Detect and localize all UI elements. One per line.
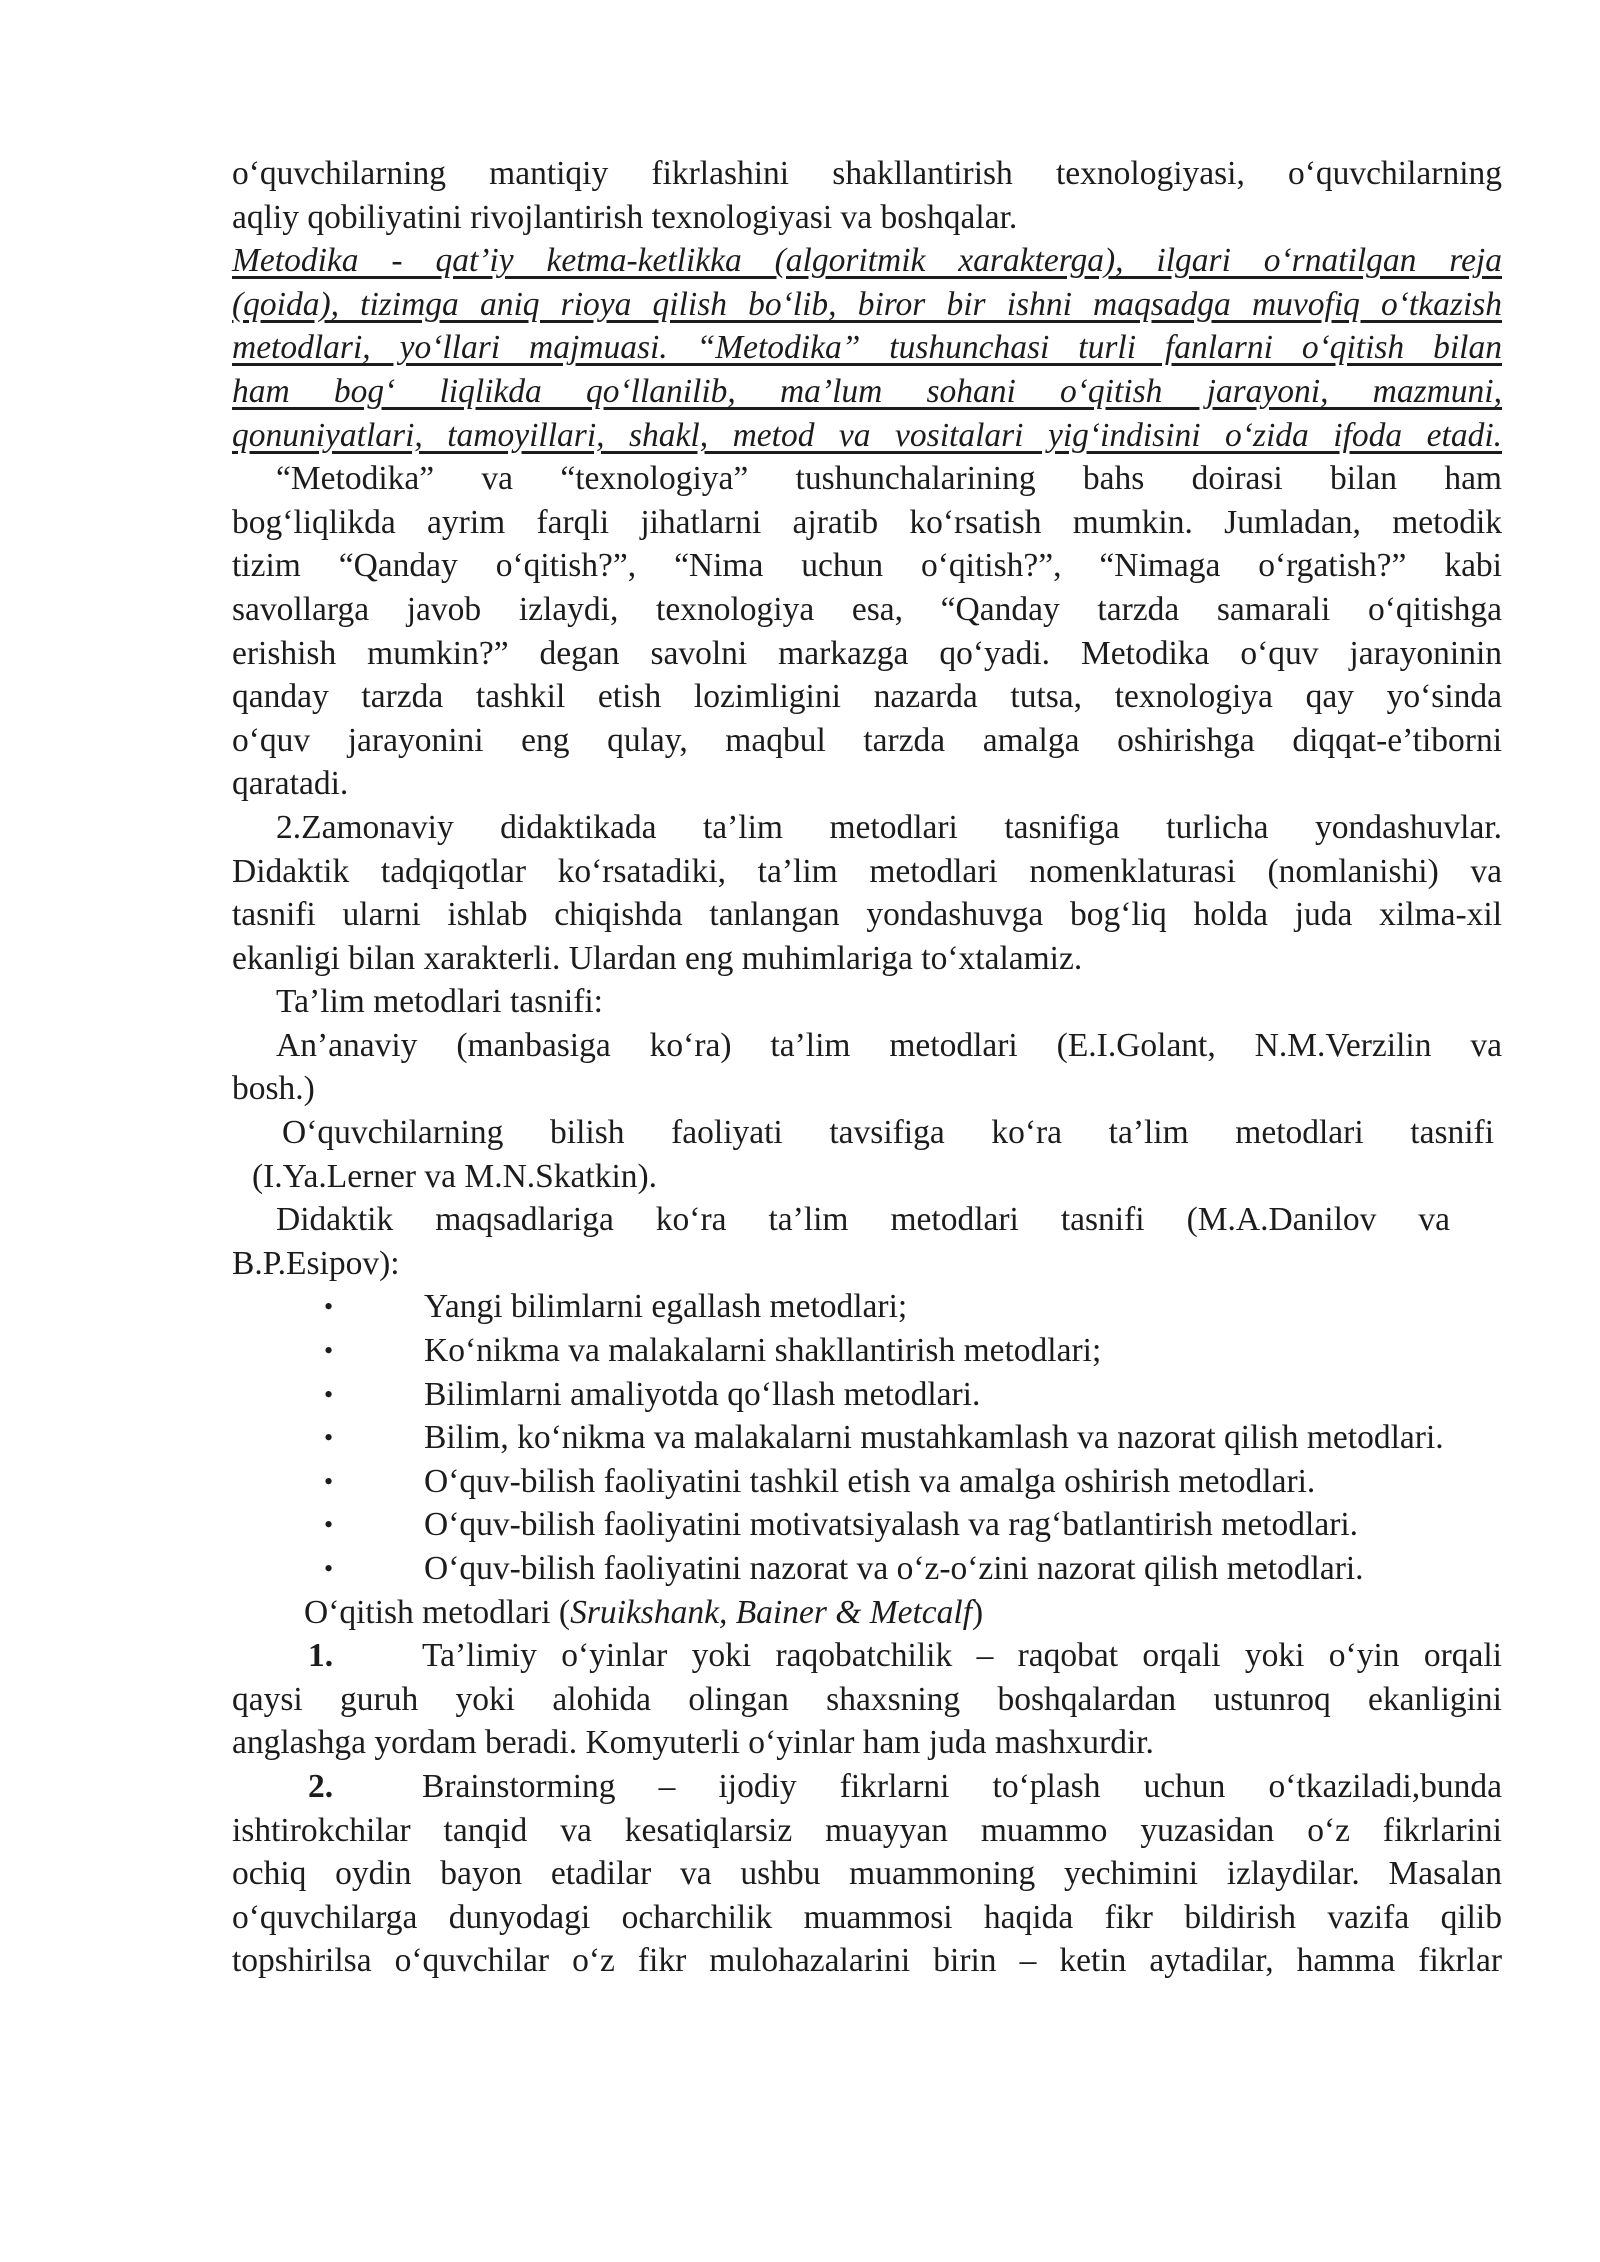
numbered-item: [232, 1765, 1502, 1983]
methods-heading-authors: Sruikshank, Bainer & Metcalf: [570, 1593, 973, 1631]
list-item: [232, 1460, 1450, 1504]
text-line: ekanligi bilan xarakterli. Ulardan eng muhimlariga to‘xtalamiz.: [232, 939, 1083, 977]
methods-heading-prefix: O‘qitish metodlari (: [304, 1593, 571, 1631]
numbered-item-first-line: [232, 1765, 1502, 1809]
item-text: Ta’limiy o‘yinlar yoki raqobatchilik – raqobat orqali yoki o‘yin orqali: [422, 1637, 1502, 1675]
text-line: qaysi guruh yoki alohida olingan shaxsning boshqalardan ustunroq ekanligini: [232, 1680, 1502, 1718]
text-line: (qoida), tizimga aniq rioya qilish bo‘lib, biror bir ishni maqsadga muvofiq o‘tkazish: [232, 285, 1502, 323]
bullet-icon: •: [324, 1379, 334, 1409]
text-line: o‘quv jarayonini eng qulay, maqbul tarzda amalga oshirishga diqqat-e’tiborni: [232, 721, 1502, 759]
numbered-item: [232, 1634, 1502, 1765]
text-line: qonuniyatlari, tamoyillari, shakl, metod va vositalari yig‘indisini o‘zida ifoda etadi.: [232, 416, 1502, 454]
text-line: “Metodika” va “texnologiya” tushunchalarining bahs doirasi bilan ham: [276, 460, 1502, 498]
list-item-text: Bilimlarni amaliyotda qo‘llash metodlari.: [424, 1375, 981, 1413]
document-page: [232, 152, 1502, 1983]
text-line: ochiq oydin bayon etadilar va ushbu muammoning yechimini izlaydilar. Masalan: [232, 1855, 1502, 1893]
list-item: [232, 1373, 1450, 1417]
text-line: Didaktik maqsadlariga ko‘ra ta’lim metodlari tasnifi (M.A.Danilov va: [276, 1201, 1450, 1239]
list-item-text: Bilim, ko‘nikma va malakalarni mustahkamlash va nazorat qilish metodlari.: [424, 1419, 1444, 1457]
list-item-text: O‘quv-bilish faoliyatini tashkil etish va amalga oshirish metodlari.: [424, 1462, 1316, 1500]
subheading: Ta’lim metodlari tasnifi:: [276, 983, 603, 1021]
text-line: Metodika - qat’iy ketma-ketlikka (algoritmik xarakterga), ilgari o‘rnatilgan reja: [232, 242, 1502, 280]
text-line: qanday tarzda tashkil etish lozimligini nazarda tutsa, texnologiya qay yo‘sinda: [232, 678, 1502, 716]
text-line: O‘quvchilarning bilish faoliyati tavsifiga ko‘ra ta’lim metodlari tasnifi: [282, 1114, 1494, 1152]
bullet-icon: •: [324, 1554, 334, 1583]
list-item: [232, 1329, 1450, 1373]
item-number: 2.: [308, 1767, 334, 1805]
bullet-icon: •: [324, 1423, 334, 1453]
bullet-icon: •: [324, 1510, 334, 1540]
item-number: 1.: [308, 1637, 334, 1675]
text-line: ishtirokchilar tanqid va kesatiqlarsiz muayyan muammo yuzasidan o‘z fikrlarini: [232, 1811, 1502, 1849]
paragraph-metodika-texnologiya: [232, 457, 1502, 806]
text-line: metodlari, yo‘llari majmuasi. “Metodika” tushunchasi turli fanlarni o‘qitish bilan: [232, 329, 1502, 367]
text-line: Didaktik tadqiqotlar ko‘rsatadiki, ta’lim metodlari nomenklaturasi (nomlanishi) va: [232, 852, 1502, 890]
list-item: [232, 1547, 1450, 1591]
text-line: bog‘liqlikda ayrim farqli jihatlarni ajratib ko‘rsatish mumkin. Jumladan, metodik: [232, 503, 1502, 541]
text-line: B.P.Esipov):: [232, 1244, 400, 1282]
list-item: [232, 1416, 1450, 1460]
text-line: savollarga javob izlaydi, texnologiya esa, “Qanday tarzda samarali o‘qitishga: [232, 590, 1502, 628]
list-item: [232, 1503, 1450, 1547]
bullet-icon: •: [324, 1292, 334, 1322]
text-line: An’anaviy (manbasiga ko‘ra) ta’lim metodlari (E.I.Golant, N.M.Verzilin va: [276, 1026, 1502, 1064]
text-line: tasnifi ularni ishlab chiqishda tanlangan yondashuvga bog‘liq holda juda xilma-xil: [232, 896, 1502, 934]
bullet-list: [232, 1285, 1502, 1590]
text-line: erishish mumkin?” degan savolni markazga qo‘yadi. Metodika o‘quv jarayoninin: [232, 634, 1502, 672]
numbered-item-first-line: [232, 1634, 1502, 1678]
text-line: 2.Zamonaviy didaktikada ta’lim metodlari tasnifiga turlicha yondashuvlar.: [276, 808, 1502, 846]
text-line: anglashga yordam beradi. Komyuterli o‘yinlar ham juda mashxurdir.: [232, 1724, 1154, 1762]
text-line: o‘quvchilarning mantiqiy fikrlashini shakllantirish texnologiyasi, o‘quvchilarning: [232, 155, 1502, 192]
item-text: Brainstorming – ijodiy fikrlarni to‘plash uchun o‘tkaziladi,bunda: [422, 1767, 1502, 1805]
text-line: tizim “Qanday o‘qitish?”, “Nima uchun o‘qitish?”, “Nimaga o‘rgatish?” kabi: [232, 547, 1502, 585]
text-line: ham bog‘ liqlikda qo‘llanilib, ma’lum sohani o‘qitish jarayoni, mazmuni,: [232, 372, 1502, 410]
list-item-text: Yangi bilimlarni egallash metodlari;: [424, 1288, 908, 1326]
paragraph-zamonaviy-didaktika: [232, 806, 1502, 980]
text-line: o‘quvchilarga dunyodagi ocharchilik muammosi haqida fikr bildirish vazifa qilib: [232, 1898, 1502, 1936]
methods-heading: [232, 1591, 1502, 1635]
text-line: qaratadi.: [232, 765, 349, 803]
list-item-text: Ko‘nikma va malakalarni shakllantirish metodlari;: [424, 1332, 1102, 1370]
bullet-icon: •: [324, 1466, 334, 1496]
text-line: topshirilsa o‘quvchilar o‘z fikr mulohazalarini birin – ketin aytadilar, hamma fikrlar: [232, 1942, 1502, 1980]
list-item-text: O‘quv-bilish faoliyatini nazorat va o‘z-o‘zini nazorat qilish metodlari.: [424, 1550, 1364, 1587]
methods-heading-suffix: ): [972, 1593, 984, 1631]
text-line: bosh.): [232, 1070, 315, 1108]
list-item: [232, 1285, 1450, 1329]
list-item-text: O‘quv-bilish faoliyatini motivatsiyalash va rag‘batlantirish metodlari.: [424, 1506, 1359, 1544]
metodika-definition: [232, 239, 1502, 457]
text-line: (I.Ya.Lerner va M.N.Skatkin).: [252, 1157, 658, 1195]
bullet-icon: •: [324, 1336, 334, 1366]
text-line: aqliy qobiliyatini rivojlantirish texnologiyasi va boshqalar.: [232, 198, 1018, 236]
